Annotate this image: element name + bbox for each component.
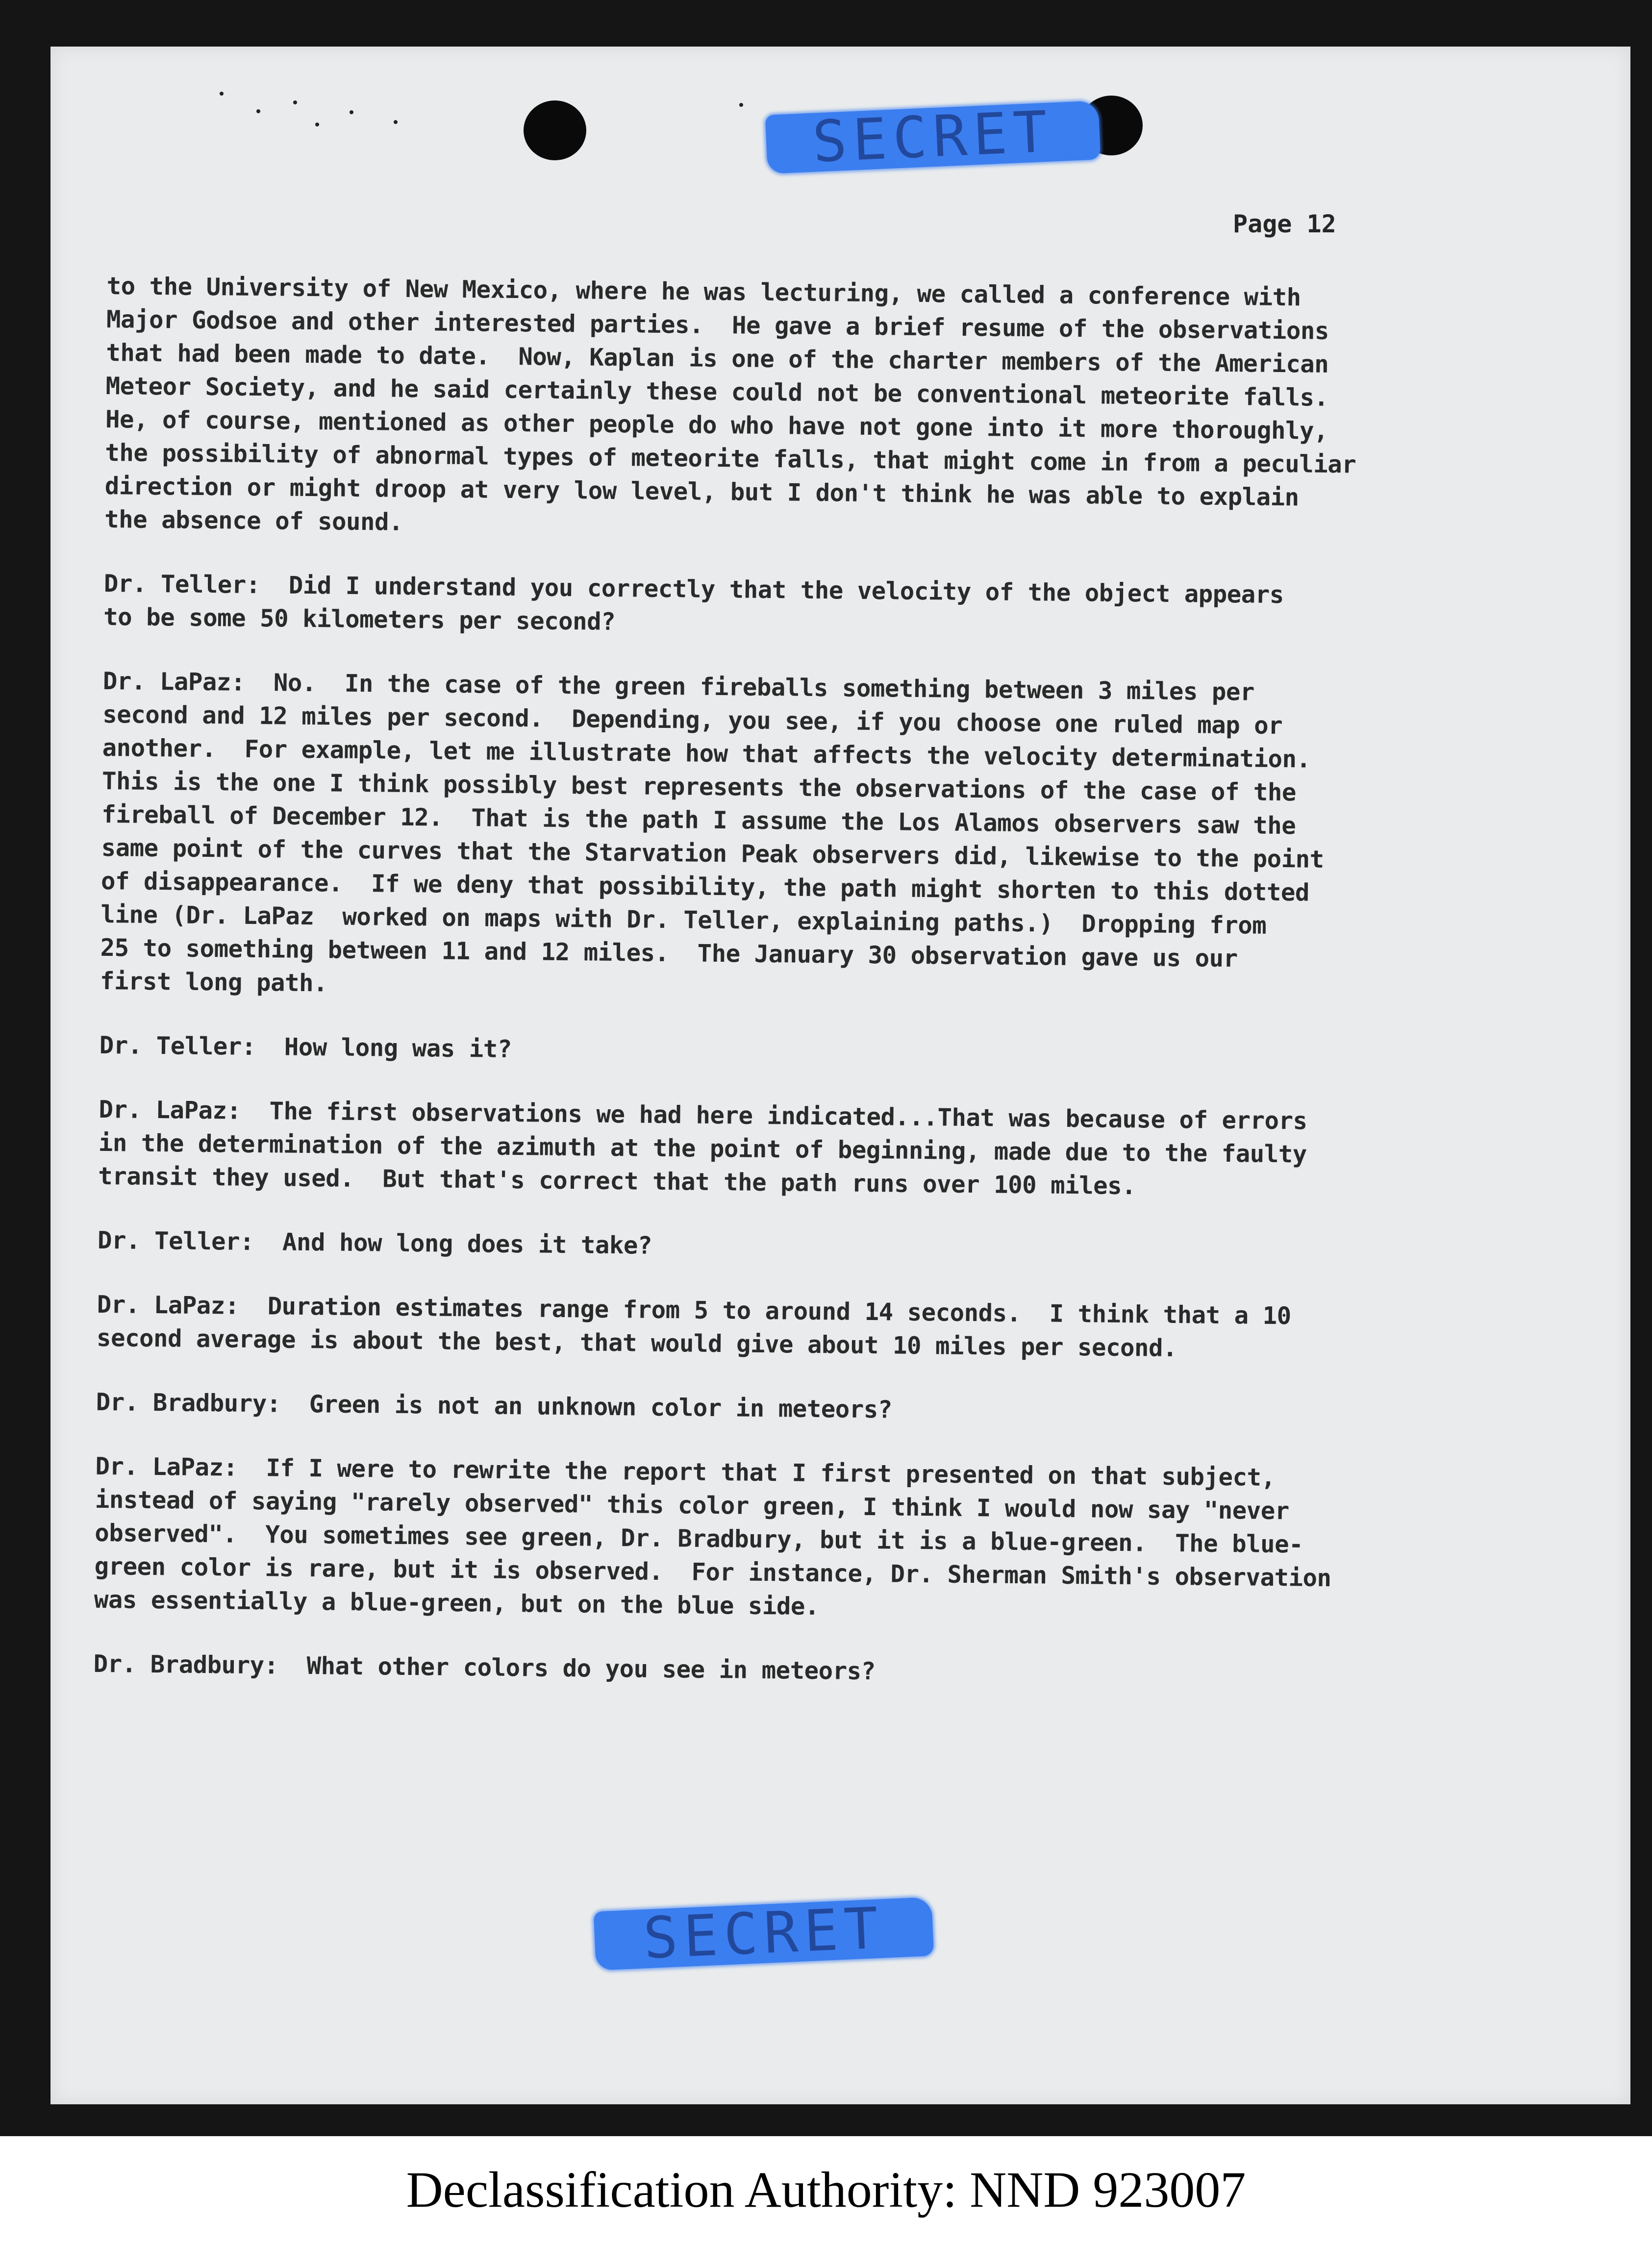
text-line: Dr. Teller: And how long does it take? (97, 1226, 652, 1260)
text-line: Dr. Bradbury: What other colors do you see in meteors? (93, 1649, 876, 1686)
text-line: Dr. Bradbury: Green is not an unknown color in meteors? (96, 1388, 893, 1424)
text-line: Meteor Society, and he said certainly these could not be conventional meteorite falls. (105, 372, 1328, 412)
text-line: line (Dr. LaPaz worked on maps with Dr. Teller, explaining paths.) Dropping from (100, 900, 1267, 940)
ink-speck (315, 123, 319, 126)
text-line: Dr. LaPaz: Duration estimates range from 5 to around 14 seconds. I think that a 10 (97, 1290, 1291, 1330)
text-line: Dr. LaPaz: If I were to rewrite the report that I first presented on that subject, (95, 1452, 1276, 1492)
text-line: green color is rare, but it is observed. For instance, Dr. Sherman Smith's observation (94, 1552, 1331, 1593)
text-line: Dr. Teller: How long was it? (99, 1031, 512, 1063)
text-line: This is the one I think possibly best represents the observations of the case of the (101, 767, 1297, 807)
text-line: same point of the curves that the Starvation Peak observers did, likewise to the point (101, 833, 1324, 873)
text-line: fireball of December 12. That is the path I assume the Los Alamos observers saw the (101, 800, 1296, 840)
transcript-paragraph (98, 1093, 1550, 1207)
text-line: 25 to something between 11 and 12 miles. The January 30 observation gave us our (100, 933, 1238, 973)
text-line: another. For example, let me illustrate how that affects the velocity determination. (102, 733, 1311, 773)
text-line: direction or might droop at very low level, but I don't think he was able to explain (104, 472, 1299, 512)
text-line: Dr. Teller: Did I understand you correctly that the velocity of the object appears (103, 569, 1284, 609)
transcript-paragraph (97, 1288, 1548, 1369)
transcript-paragraph (96, 1386, 1547, 1433)
transcript-paragraph (103, 567, 1555, 648)
text-line: Major Godsoe and other interested parties. He gave a brief resume of the observations (106, 305, 1329, 345)
text-line: Dr. LaPaz: No. In the case of the green fireballs something between 3 miles per (102, 667, 1255, 706)
transcript-body (93, 270, 1558, 1725)
transcript-paragraph (100, 665, 1554, 1012)
text-line: of disappearance. If we deny that possibility, the path might shorten to this dotted (100, 867, 1310, 907)
text-line: to the University of New Mexico, where he was lecturing, we called a conference with (106, 272, 1301, 312)
transcript-paragraph (93, 1647, 1545, 1695)
text-line: the possibility of abnormal types of meteorite falls, that might come in from a peculiar (105, 438, 1356, 479)
ink-speck (394, 120, 398, 124)
ink-speck (739, 103, 743, 107)
secret-stamp-bottom-text: SECRET (642, 1895, 886, 1972)
text-line: Dr. LaPaz: The first observations we had here indicated...That was because of errors (99, 1095, 1307, 1135)
text-line: transit they used. But that's correct that the path runs over 100 miles. (98, 1162, 1136, 1200)
transcript-paragraph (94, 1450, 1547, 1630)
ink-speck (350, 110, 353, 114)
text-line: was essentially a blue-green, but on the blue side. (94, 1585, 820, 1621)
text-line: He, of course, mentioned as other people do who have not gone into it more thoroughly, (105, 405, 1328, 445)
declassification-footer: Declassification Authority: NND 923007 (0, 2136, 1652, 2244)
text-line: second and 12 miles per second. Depending, you see, if you choose one ruled map or (102, 700, 1283, 740)
text-line: that had been made to date. Now, Kaplan is one of the charter members of the American (106, 338, 1329, 378)
transcript-paragraph (98, 1224, 1549, 1271)
text-line: instead of saying "rarely observed" this color green, I think I would now say "never (95, 1485, 1290, 1525)
secret-stamp-bottom (594, 1897, 934, 1970)
text-line: first long path. (100, 967, 328, 997)
text-line: second average is about the best, that would give about 10 miles per second. (96, 1323, 1177, 1363)
page-number: Page 12 (1233, 210, 1336, 238)
text-line: observed". You sometimes see green, Dr. Bradbury, but it is a blue-green. The blue- (94, 1519, 1303, 1559)
punch-hole-left (524, 100, 586, 160)
ink-speck (256, 109, 260, 113)
secret-stamp-top (765, 100, 1101, 174)
text-line: to be some 50 kilometers per second? (103, 602, 616, 636)
ink-speck (220, 92, 224, 96)
secret-stamp-top-text: SECRET (811, 99, 1055, 175)
transcript-paragraph (99, 1029, 1551, 1076)
ink-speck (293, 100, 297, 104)
text-line: the absence of sound. (104, 505, 403, 536)
transcript-paragraph (104, 270, 1558, 550)
text-line: in the determination of the azimuth at the point of beginning, made due to the faulty (98, 1128, 1307, 1169)
